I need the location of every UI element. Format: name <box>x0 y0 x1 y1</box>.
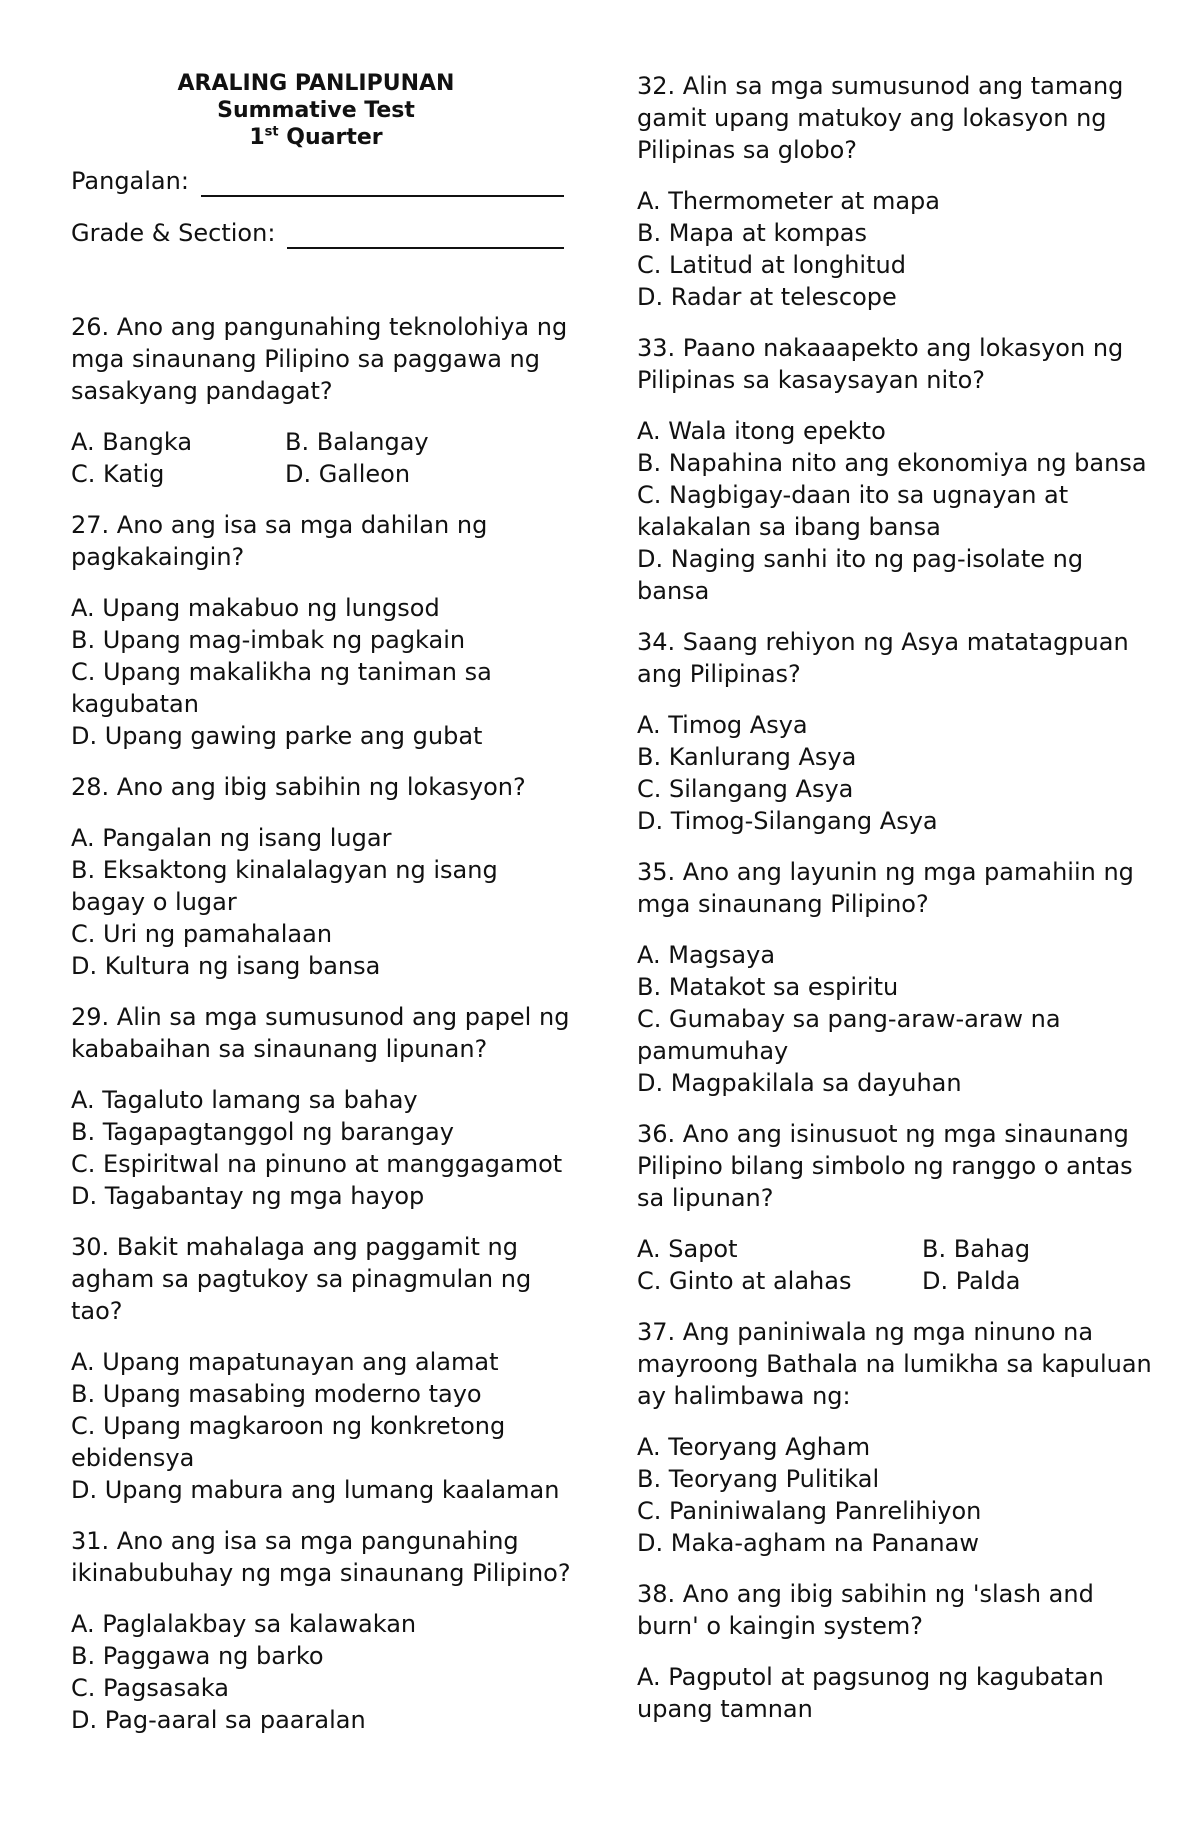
choice-d: D. Upang mabura ang lumang kaalaman <box>71 1476 560 1504</box>
choice-a: A. Thermometer at mapa <box>637 187 940 215</box>
choice-a: A. Tagaluto lamang sa bahay <box>71 1086 418 1114</box>
choice-b: B. Napahina nito ang ekonomiya ng bansa <box>637 449 1147 477</box>
choice-d: D. Upang gawing parke ang gubat <box>71 722 483 750</box>
question-29 <box>71 1001 571 1212</box>
name-field <box>71 165 564 197</box>
choice-d: D. Magpakilala sa dayuhan <box>637 1069 962 1097</box>
question-35 <box>637 856 1157 1099</box>
choice-a: A. Pagputol at pagsunog ng kagubatan upang tamnan <box>637 1663 1104 1723</box>
choice-a: A. Sapot <box>637 1235 738 1263</box>
choice-c: C. Espiritwal na pinuno at manggagamot <box>71 1150 563 1178</box>
subject-title: ARALING PANLIPUNAN <box>177 71 455 96</box>
choice-a: A. Pangalan ng isang lugar <box>71 824 392 852</box>
choice-d: D. Palda <box>922 1267 1021 1295</box>
question-33 <box>637 332 1157 607</box>
choice-c: C. Gumabay sa pang-araw-araw na pamumuhay <box>637 1005 1061 1065</box>
question-text: 30. Bakit mahalaga ang paggamit ng agham sa pagtukoy sa pinagmulan ng tao? <box>71 1233 532 1325</box>
question-34 <box>637 626 1157 837</box>
choice-d: D. Kultura ng isang bansa <box>71 952 381 980</box>
choices <box>71 426 571 490</box>
question-text: 31. Ano ang isa sa mga pangunahing ikinabubuhay ng mga sinaunang Pilipino? <box>71 1527 571 1587</box>
choice-a: A. Bangka <box>71 428 193 456</box>
test-type: Summative Test <box>217 98 415 123</box>
choice-c: C. Ginto at alahas <box>637 1267 852 1295</box>
choice-d: D. Pag-aaral sa paaralan <box>71 1706 366 1734</box>
test-header <box>71 70 561 151</box>
choice-b: B. Teoryang Pulitikal <box>637 1465 880 1493</box>
question-30 <box>71 1231 571 1506</box>
choice-c: C. Paniniwalang Panrelihiyon <box>637 1497 982 1525</box>
question-26 <box>71 311 571 490</box>
choice-c: C. Silangang Asya <box>637 775 854 803</box>
question-text: 26. Ano ang pangunahing teknolohiya ng mga sinaunang Pilipino sa paggawa ng sasakyang pandagat? <box>71 313 568 405</box>
question-text: 38. Ano ang ibig sabihin ng 'slash and burn' o kaingin system? <box>637 1580 1094 1640</box>
name-blank-line[interactable] <box>201 171 564 197</box>
choice-a: A. Upang makabuo ng lungsod <box>71 594 440 622</box>
left-column <box>71 70 571 1755</box>
choice-a: A. Paglalakbay sa kalawakan <box>71 1610 417 1638</box>
question-27 <box>71 509 571 752</box>
choice-a: A. Wala itong epekto <box>637 417 886 445</box>
name-label: Pangalan: <box>71 167 197 195</box>
choice-d: D. Galleon <box>285 460 411 488</box>
question-text: 36. Ano ang isinusuot ng mga sinaunang Pilipino bilang simbolo ng ranggo o antas sa lipunan? <box>637 1120 1133 1212</box>
grade-section-label: Grade & Section: <box>71 219 284 247</box>
choice-b: B. Eksaktong kinalalagyan ng isang bagay o lugar <box>71 856 498 916</box>
question-text: 29. Alin sa mga sumusunod ang papel ng kababaihan sa sinaunang lipunan? <box>71 1003 570 1063</box>
choice-d: D. Radar at telescope <box>637 283 897 311</box>
choice-c: C. Upang magkaroon ng konkretong ebidensya <box>71 1412 506 1472</box>
choice-d: D. Naging sanhi ito ng pag-isolate ng bansa <box>637 545 1084 605</box>
question-text: 35. Ano ang layunin ng mga pamahiin ng mga sinaunang Pilipino? <box>637 858 1134 918</box>
choice-d: D. Tagabantay ng mga hayop <box>71 1182 425 1210</box>
choice-b: B. Kanlurang Asya <box>637 743 857 771</box>
right-column <box>637 70 1157 1744</box>
question-31 <box>71 1525 571 1736</box>
question-37 <box>637 1316 1157 1559</box>
choice-d: D. Timog-Silangang Asya <box>637 807 938 835</box>
choice-b: B. Balangay <box>285 428 429 456</box>
question-text: 28. Ano ang ibig sabihin ng lokasyon? <box>71 773 526 801</box>
question-28 <box>71 771 571 982</box>
choice-a: A. Timog Asya <box>637 711 808 739</box>
question-32 <box>637 70 1157 313</box>
choice-b: B. Upang mag-imbak ng pagkain <box>71 626 466 654</box>
question-text: 27. Ano ang isa sa mga dahilan ng pagkakaingin? <box>71 511 488 571</box>
choice-c: C. Nagbigay-daan ito sa ugnayan at kalakalan sa ibang bansa <box>637 481 1069 541</box>
question-text: 32. Alin sa mga sumusunod ang tamang gamit upang matukoy ang lokasyon ng Pilipinas sa globo? <box>637 72 1124 164</box>
choice-c: C. Katig <box>71 460 165 488</box>
choice-b: B. Mapa at kompas <box>637 219 868 247</box>
choice-c: C. Upang makalikha ng taniman sa kagubatan <box>71 658 492 718</box>
choice-d: D. Maka-agham na Pananaw <box>637 1529 979 1557</box>
choice-b: B. Matakot sa espiritu <box>637 973 899 1001</box>
choice-c: C. Latitud at longhitud <box>637 251 906 279</box>
question-text: 34. Saang rehiyon ng Asya matatagpuan ang Pilipinas? <box>637 628 1129 688</box>
question-text: 33. Paano nakaaapekto ang lokasyon ng Pilipinas sa kasaysayan nito? <box>637 334 1124 394</box>
choice-a: A. Teoryang Agham <box>637 1433 871 1461</box>
choice-c: C. Pagsasaka <box>71 1674 229 1702</box>
choice-b: B. Bahag <box>922 1235 1031 1263</box>
choice-b: B. Upang masabing moderno tayo <box>71 1380 482 1408</box>
choice-b: B. Paggawa ng barko <box>71 1642 324 1670</box>
choice-a: A. Upang mapatunayan ang alamat <box>71 1348 499 1376</box>
choices <box>637 1233 1157 1297</box>
choice-a: A. Magsaya <box>637 941 776 969</box>
choice-b: B. Tagapagtanggol ng barangay <box>71 1118 454 1146</box>
choice-c: C. Uri ng pamahalaan <box>71 920 333 948</box>
question-38 <box>637 1578 1157 1725</box>
question-text: 37. Ang paniniwala ng mga ninuno na mayroong Bathala na lumikha sa kapuluan ay halimbawa ng: <box>637 1318 1152 1410</box>
grade-section-field <box>71 217 564 249</box>
grade-section-blank-line[interactable] <box>287 223 564 249</box>
quarter-title: 1st Quarter <box>249 124 383 150</box>
question-36 <box>637 1118 1157 1297</box>
